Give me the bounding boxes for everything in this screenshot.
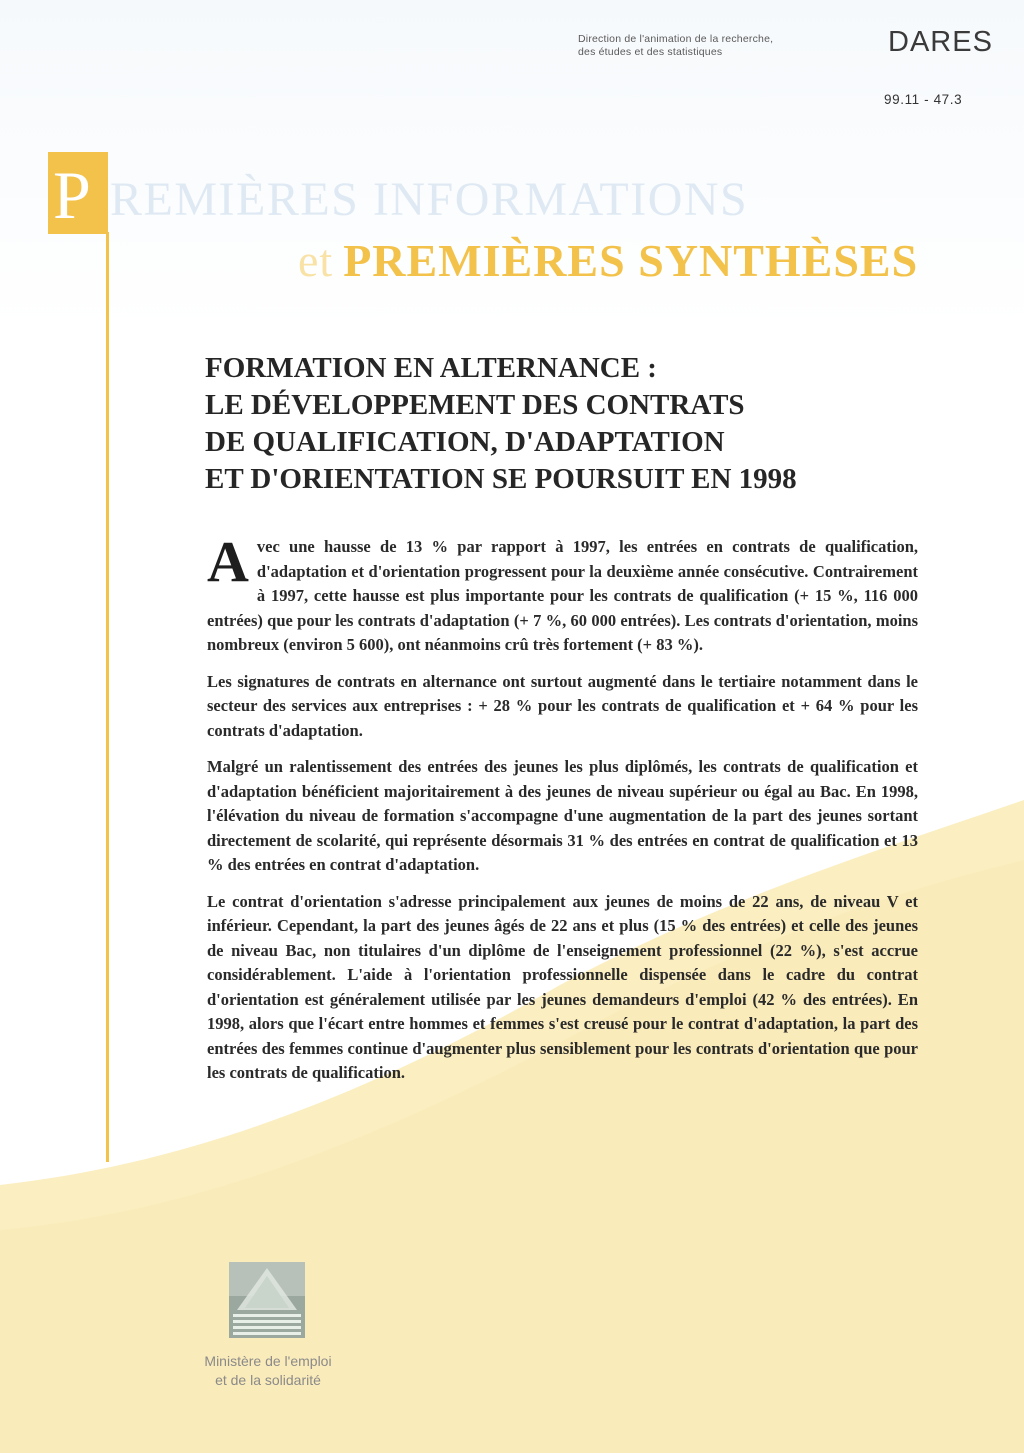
series-title-line1: REMIÈRES INFORMATIONS: [110, 173, 749, 226]
dares-logo: DARES: [888, 26, 993, 58]
ministry-name-line2: et de la solidarité: [215, 1372, 321, 1388]
ministry-logo-icon: [229, 1262, 305, 1338]
drop-cap: A: [207, 529, 249, 594]
agency-name-line2: des études et des statistiques: [578, 46, 723, 58]
document-title: [205, 350, 925, 498]
summary-paragraph-1-text: vec une hausse de 13 % par rapport à 1997, les entrées en contrats de qualification, d'adaptation et d'orientation progressent pour la deuxième année consécutive. Contrairement à 1997, cette hausse est plus importante pour les contrats de qualification (+ 15 %, 116 000 entrées) que pour les contrats d'adaptation (+ 7 %, 60 000 entrées). Les contrats d'orientation, moins nombreux (environ 5 600), ont néanmoins crû très fortement (+ 83 %).: [207, 537, 918, 654]
series-connector: et: [298, 235, 334, 286]
summary-paragraph-4: Le contrat d'orientation s'adresse principalement aux jeunes de moins de 22 ans, de niveau V et inférieur. Cependant, la part des jeunes âgés de 22 ans et plus (15 % des entrées) et celle des jeunes de niveau Bac, non titulaires d'un diplôme de l'enseignement professionnel (22 %), s'est accrue considérablement. L'aide à l'orientation professionnelle dispensée dans le cadre du contrat d'orientation est généralement utilisée par les jeunes demandeurs d'emploi (42 % des entrées). En 1998, alors que l'écart entre hommes et femmes s'est creusé pour le contrat d'adaptation, la part des entrées des femmes continue d'augmenter plus sensiblement pour les contrats d'orientation que pour les contrats de qualification.: [207, 891, 918, 1082]
summary-paragraph-3: Malgré un ralentissement des entrées des jeunes les plus diplômés, les contrats de qualification et d'adaptation bénéficient majoritairement à des jeunes de niveau supérieur ou égal au Bac. En 1998, l'élévation du niveau de formation s'accompagne d'une augmentation de la part des jeunes sortant directement de scolarité, qui représente désormais 31 % des entrées en contrat de qualification et 13 % des entrées en contrat d'adaptation.: [207, 757, 918, 874]
ministry-name: [180, 1352, 356, 1390]
ministry-name-line1: Ministère de l'emploi: [204, 1353, 332, 1369]
series-title-line2-text: PREMIÈRES SYNTHÈSES: [343, 235, 919, 286]
agency-name-line1: Direction de l'animation de la recherche,: [578, 33, 774, 45]
agency-name: [578, 33, 828, 59]
series-initial-letter: P: [53, 157, 91, 233]
document-reference: 99.11 - 47.3: [884, 92, 963, 107]
summary-text: [207, 529, 918, 1098]
title-line3: DE QUALIFICATION, D'ADAPTATION: [205, 426, 725, 458]
series-title-line2: [298, 232, 918, 290]
title-line4: ET D'ORIENTATION SE POURSUIT EN 1998: [205, 463, 797, 495]
summary-paragraph-2: Les signatures de contrats en alternance ont surtout augmenté dans le tertiaire notamment dans le secteur des services aux entreprises : + 28 % pour les contrats de qualification et + 64 % pour les contrats d'adaptation.: [207, 671, 918, 740]
title-line1: FORMATION EN ALTERNANCE :: [205, 352, 657, 384]
title-line2: LE DÉVELOPPEMENT DES CONTRATS: [205, 389, 745, 421]
margin-rule: [106, 232, 109, 1162]
summary-paragraph-1: [207, 529, 918, 658]
